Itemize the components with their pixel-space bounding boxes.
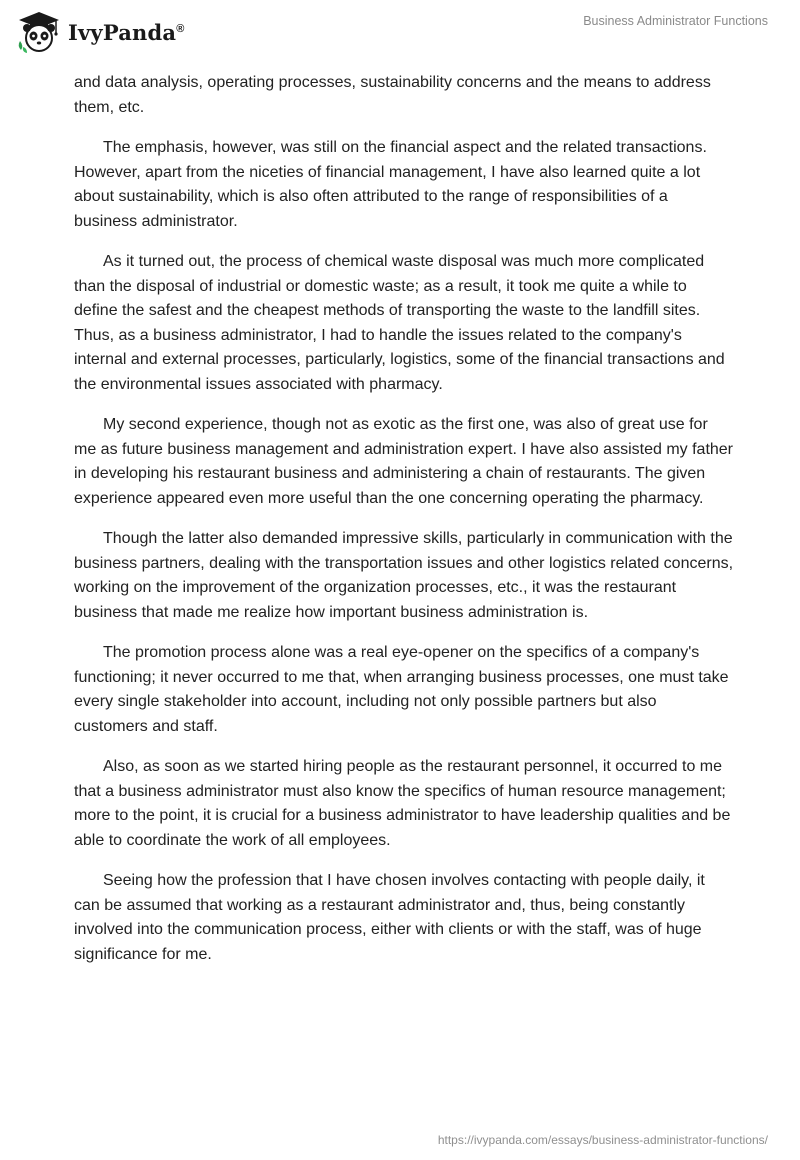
paragraph: Also, as soon as we started hiring people as the restaurant personnel, it occurred to me that a business administrator must also know the specifics of human resource management; more to the point, it is crucial for a business administrator to have leadership qualities and be able to coordinate the work of all employees. (74, 758, 731, 849)
paragraph: Seeing how the profession that I have chosen involves contacting with people daily, it can be assumed that working as a restaurant administrator and, thus, being constantly involved into the communication process, either with clients or with the staff, was of huge significance for me. (74, 872, 705, 963)
essay-body (74, 71, 734, 983)
ivypanda-logo[interactable] (16, 8, 185, 56)
source-url-link[interactable]: https://ivypanda.com/essays/business-administrator-functions/ (437, 1133, 768, 1147)
paragraph: The emphasis, however, was still on the financial aspect and the related transactions. However, apart from the niceties of financial management, I have also learned quite a lot about sustainability, which is also often attributed to the range of responsibilities of a business administrator. (74, 139, 707, 230)
document-title: Business Administrator Functions (583, 14, 768, 28)
paragraph: My second experience, though not as exotic as the first one, was also of great use for me as future business management and administration expert. I have also assisted my father in developing his restaurant business and administering a chain of restaurants. The given experience appeared even more useful than the one concerning operating the pharmacy. (74, 416, 734, 507)
paragraph: As it turned out, the process of chemical waste disposal was much more complicated than the disposal of industrial or domestic waste; as a result, it took me quite a while to define the safest and the cheapest methods of transporting the waste to the landfill sites. Thus, as a business administrator, I had to handle the issues related to the company's internal and external processes, particularly, logistics, some of the financial transactions and the environmental issues associated with pharmacy. (74, 253, 725, 393)
brand-name: IvyPanda® (68, 19, 185, 45)
page-header (0, 0, 800, 70)
registered-mark: ® (176, 22, 185, 35)
paragraph: The promotion process alone was a real eye-opener on the specifics of a company's functioning; it never occurred to me that, when arranging business processes, one must take every single stakeholder into account, including not only possible partners but also customers and staff. (74, 644, 729, 735)
paragraph: Though the latter also demanded impressive skills, particularly in communication with the business partners, dealing with the transportation issues and other logistics related concerns, working on the improvement of the organization processes, etc., it was the restaurant business that made me realize how important business administration is. (74, 530, 734, 621)
panda-graduate-icon (16, 9, 62, 55)
paragraph: and data analysis, operating processes, sustainability concerns and the means to address them, etc. (74, 74, 711, 116)
